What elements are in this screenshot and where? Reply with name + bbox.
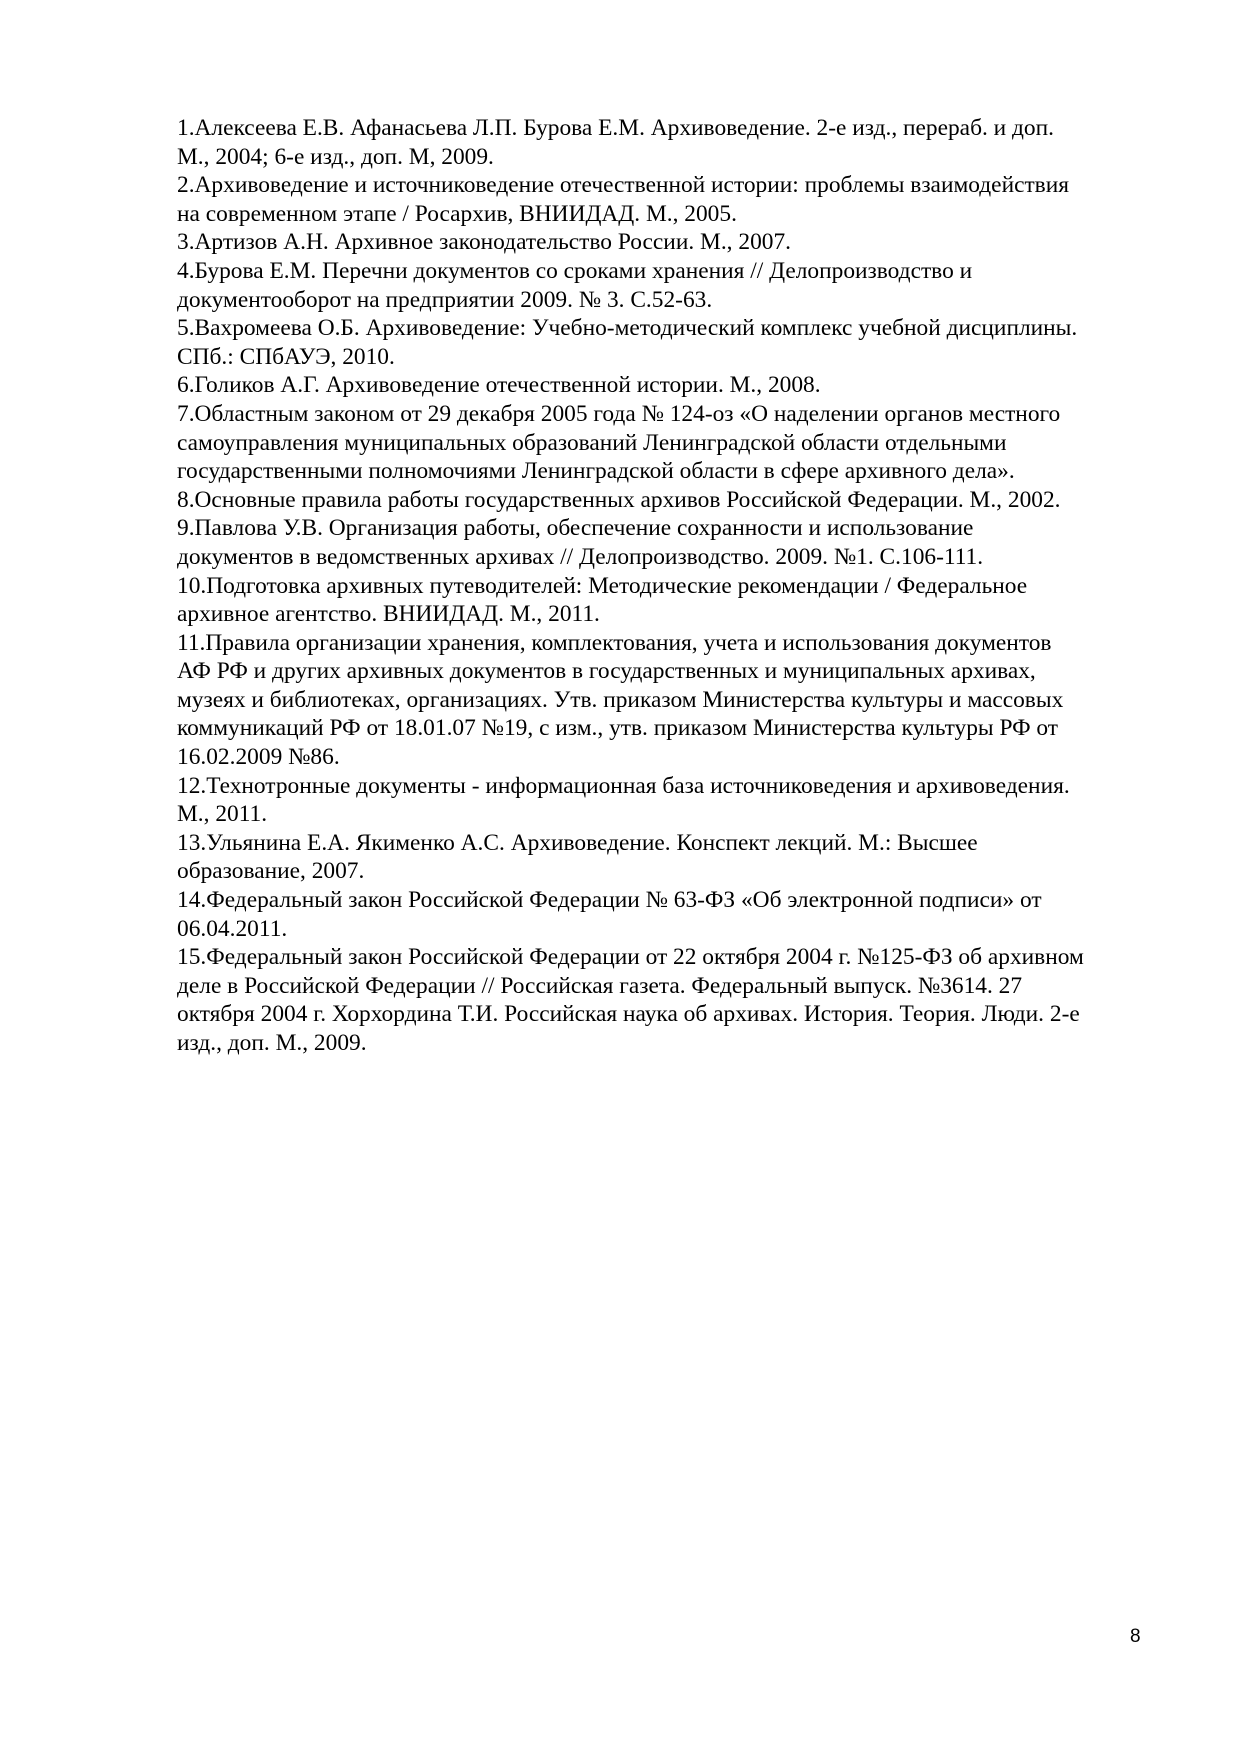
reference-line: АФ РФ и других архивных документов в государственных и муниципальных архивах, <box>177 658 1036 685</box>
reference-item <box>177 371 1167 400</box>
reference-item <box>177 572 1167 629</box>
reference-item <box>177 514 1167 571</box>
reference-list <box>177 114 1167 1058</box>
reference-line: изд., доп. М., 2009. <box>177 1030 367 1056</box>
reference-line: государственными полномочиями Ленинградской области в сфере архивного дела». <box>177 458 1015 485</box>
reference-line: 8.Основные правила работы государственных архивов Российской Федерации. М., 2002. <box>177 486 1061 513</box>
reference-line: 3.Артизов А.Н. Архивное законодательство России. М., 2007. <box>177 229 792 256</box>
reference-line: 4.Бурова Е.М. Перечни документов со сроками хранения // Делопроизводство и <box>177 257 973 284</box>
reference-line: 13.Ульянина Е.А. Якименко А.С. Архивоведение. Конспект лекций. М.: Высшее <box>177 829 978 856</box>
reference-item <box>177 171 1167 228</box>
reference-line: документов в ведомственных архивах // Делопроизводство. 2009. №1. С.106-111. <box>177 543 984 570</box>
reference-line: 12.Технотронные документы - информационная база источниковедения и архивоведения. <box>177 772 1070 799</box>
reference-item <box>177 886 1167 943</box>
reference-line: М., 2004; 6-е изд., доп. М, 2009. <box>177 143 494 170</box>
reference-item <box>177 772 1167 829</box>
reference-line: 11.Правила организации хранения, комплектования, учета и использования документов <box>177 629 1052 656</box>
reference-item <box>177 400 1167 486</box>
reference-item <box>177 114 1167 171</box>
reference-line: 1.Алексеева Е.В. Афанасьева Л.П. Бурова Е.М. Архивоведение. 2-е изд., перераб. и доп. <box>177 115 1054 141</box>
page-number: 8 <box>1130 1626 1141 1647</box>
reference-item <box>177 257 1167 314</box>
reference-item <box>177 314 1167 371</box>
reference-line: деле в Российской Федерации // Российская газета. Федеральный выпуск. №3614. 27 <box>177 972 1023 999</box>
reference-line: 6.Голиков А.Г. Архивоведение отечественной истории. М., 2008. <box>177 372 821 399</box>
reference-line: архивное агентство. ВНИИДАД. М., 2011. <box>177 601 600 628</box>
reference-line: 9.Павлова У.В. Организация работы, обеспечение сохранности и использование <box>177 515 974 542</box>
reference-item <box>177 829 1167 886</box>
reference-line: 06.04.2011. <box>177 915 288 942</box>
reference-line: СПб.: СПбАУЭ, 2010. <box>177 343 395 370</box>
reference-line: документооборот на предприятии 2009. № 3. С.52-63. <box>177 286 713 313</box>
reference-line: октября 2004 г. Хорхордина Т.И. Российская наука об архивах. История. Теория. Люди. 2-е <box>177 1001 1080 1028</box>
reference-item <box>177 943 1167 1057</box>
reference-line: 2.Архивоведение и источниковедение отечественной истории: проблемы взаимодействия <box>177 172 1070 199</box>
reference-line: 16.02.2009 №86. <box>177 744 340 771</box>
reference-line: 5.Вахромеева О.Б. Архивоведение: Учебно-методический комплекс учебной дисциплины. <box>177 315 1078 342</box>
reference-line: образование, 2007. <box>177 858 365 885</box>
reference-line: коммуникаций РФ от 18.01.07 №19, с изм., утв. приказом Министерства культуры РФ от <box>177 715 1059 742</box>
reference-item <box>177 228 1167 257</box>
reference-line: самоуправления муниципальных образований Ленинградской области отдельными <box>177 429 1007 456</box>
reference-line: на современном этапе / Росархив, ВНИИДАД. М., 2005. <box>177 200 737 227</box>
reference-line: 14.Федеральный закон Российской Федерации № 63-ФЗ «Об электронной подписи» от <box>177 887 1042 914</box>
reference-line: музеях и библиотеках, организациях. Утв. приказом Министерства культуры и массовых <box>177 686 1064 713</box>
reference-line: 10.Подготовка архивных путеводителей: Методические рекомендации / Федеральное <box>177 572 1028 599</box>
reference-item <box>177 486 1167 515</box>
reference-line: 15.Федеральный закон Российской Федерации от 22 октября 2004 г. №125-ФЗ об архивном <box>177 944 1084 971</box>
reference-line: М., 2011. <box>177 801 268 828</box>
reference-item <box>177 629 1167 772</box>
reference-line: 7.Областным законом от 29 декабря 2005 года № 124-оз «О наделении органов местного <box>177 400 1061 427</box>
